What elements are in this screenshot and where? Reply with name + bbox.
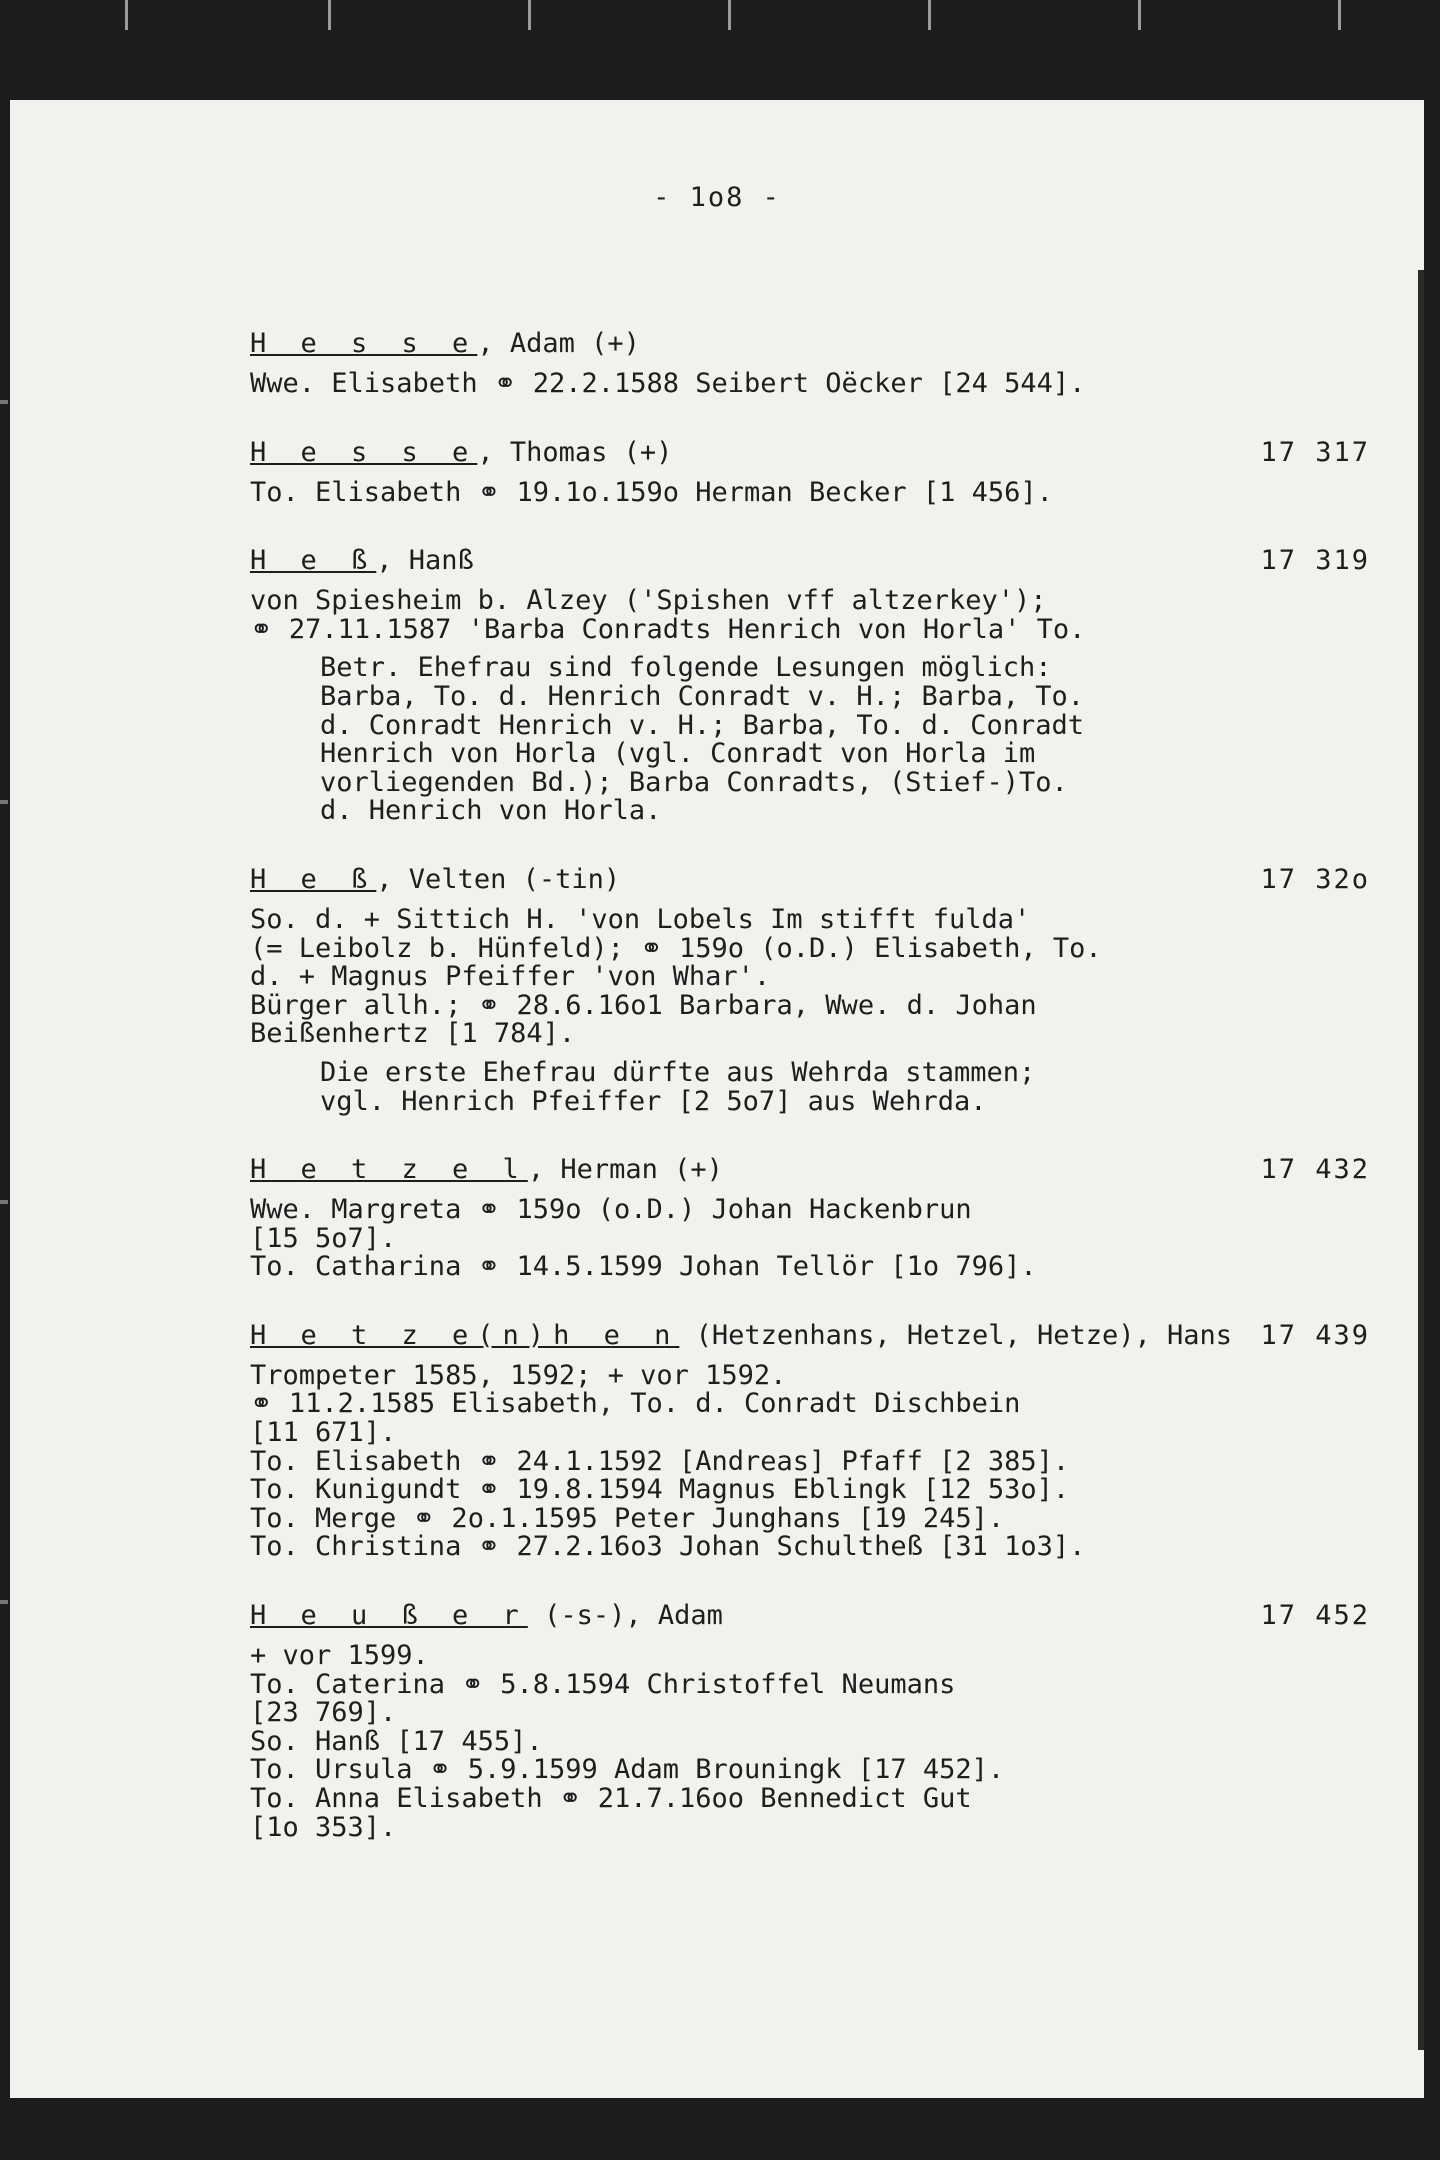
entry-line: + vor 1599. [250,1640,429,1672]
entry-hesse-thomas [250,437,1370,508]
entry-line: von Spiesheim b. Alzey ('Spishen vff altzerkey'); [250,585,1047,617]
entry-name [250,1600,723,1632]
entry-line: [15 5o7]. [250,1222,397,1254]
reference-number: 17 439 [1260,1319,1370,1351]
entry-line: So. Hanß [17 455]. [250,1725,543,1757]
entry-heusser-adam [250,1600,1370,1842]
edge-mark [0,1200,8,1204]
reference-number: 17 452 [1260,1600,1370,1632]
given-name: (-s-), Adam [527,1600,723,1632]
entry-line: To. Caterina ⚭ 5.8.1594 Christoffel Neumans [250,1668,956,1700]
entry-name [250,545,474,577]
top-tick [1338,0,1341,30]
given-name: , Velten (-tin) [376,863,621,895]
note-line: Henrich von Horla (vgl. Conradt von Horla im [320,738,1036,770]
top-tick [328,0,331,30]
surname: H e t z e(n)h e n [250,1319,680,1351]
entry-hess-velten [250,864,1370,1116]
entry-name [250,1320,1232,1352]
edge-mark [0,1600,8,1604]
given-name: , Thomas (+) [477,436,673,468]
top-tick [928,0,931,30]
top-tick [125,0,128,30]
entry-line: [11 671]. [250,1417,397,1449]
entry-line: (= Leibolz b. Hünfeld); ⚭ 159o (o.D.) Elisabeth, To. [250,932,1102,964]
reference-number: 17 317 [1260,436,1370,468]
entry-header [250,545,1370,577]
entry-line: To. Elisabeth ⚭ 19.1o.159o Herman Becker [1 456]. [250,476,1053,508]
entry-hetzel-herman [250,1154,1370,1282]
entry-hesse-adam [250,328,1370,399]
edge-mark [0,800,8,804]
entry-line: To. Ursula ⚭ 5.9.1599 Adam Brouningk [17 452]. [250,1754,1005,1786]
entry-note [250,1056,1370,1117]
surname: H e t z e l [250,1154,528,1186]
reference-number: 17 319 [1260,545,1370,577]
note-line: d. Henrich von Horla. [320,795,662,827]
entry-line: ⚭ 11.2.1585 Elisabeth, To. d. Conradt Dischbein [250,1388,1021,1420]
surname: H e u ß e r [250,1600,528,1632]
entry-hetzenhen-hans [250,1320,1370,1562]
entry-line: So. d. + Sittich H. 'von Lobels Im stifft fulda' [250,903,1031,935]
page-edge-shadow [1418,270,1424,2050]
note-line: Betr. Ehefrau sind folgende Lesungen möglich: [320,652,1052,684]
surname: H e ß [250,863,377,895]
entry-hess-hanss [250,545,1370,826]
entry-line: To. Catharina ⚭ 14.5.1599 Johan Tellör [1o 796]. [250,1251,1037,1283]
entry-line: To. Kunigundt ⚭ 19.8.1594 Magnus Eblingk [12 53o]. [250,1474,1070,1506]
entry-line: To. Merge ⚭ 2o.1.1595 Peter Junghans [19 245]. [250,1502,1005,1534]
entry-line: Wwe. Margreta ⚭ 159o (o.D.) Johan Hackenbrun [250,1194,972,1226]
surname: H e ß [250,545,377,577]
reference-number: 17 432 [1260,1154,1370,1186]
page-number: - 1o8 - [653,182,781,213]
given-name: , Hanß [376,545,474,577]
entry-header [250,437,1370,469]
note-line: vgl. Henrich Pfeiffer [2 5o7] aus Wehrda. [320,1085,987,1117]
document-page [10,100,1424,2098]
entry-line: Trompeter 1585, 1592; + vor 1592. [250,1359,787,1391]
entry-header [250,1600,1370,1632]
top-tick [528,0,531,30]
entry-header [250,1320,1370,1352]
entry-line: To. Elisabeth ⚭ 24.1.1592 [Andreas] Pfaff [2 385]. [250,1445,1070,1477]
top-tick [728,0,731,30]
entry-name [250,328,640,360]
note-line: Die erste Ehefrau dürfte aus Wehrda stammen; [320,1056,1036,1088]
note-line: Barba, To. d. Henrich Conradt v. H.; Barba, To. [320,680,1085,712]
surname: H e s s e [250,328,478,359]
given-name: , Adam (+) [477,328,640,359]
entry-name [250,437,672,469]
entry-line: d. + Magnus Pfeiffer 'von Whar'. [250,961,771,993]
entry-line: [1o 353]. [250,1811,397,1843]
entry-name [250,864,620,896]
entry-line: ⚭ 27.11.1587 'Barba Conradts Henrich von Horla' To. [250,613,1086,645]
entry-line: Wwe. Elisabeth ⚭ 22.2.1588 Seibert Oëcker [24 544]. [250,368,1086,399]
entry-header [250,328,1370,360]
given-name: , Herman (+) [527,1154,723,1186]
entry-line: Beißenhertz [1 784]. [250,1018,576,1050]
entry-line: To. Anna Elisabeth ⚭ 21.7.16oo Bennedict Gut [250,1783,972,1814]
entry-header [250,1154,1370,1186]
given-name: (Hetzenhans, Hetzel, Hetze), Hans [679,1319,1233,1351]
entry-line: To. Christina ⚭ 27.2.16o3 Johan Schultheß [31 1o3]. [250,1531,1086,1563]
top-tick [1138,0,1141,30]
entry-line: Bürger allh.; ⚭ 28.6.16o1 Barbara, Wwe. d. Johan [250,989,1037,1021]
entry-header [250,864,1370,896]
edge-mark [0,400,8,404]
note-line: d. Conradt Henrich v. H.; Barba, To. d. Conradt [320,709,1085,741]
entry-line: [23 769]. [250,1697,397,1729]
note-line: vorliegenden Bd.); Barba Conradts, (Stief-)To. [320,766,1068,798]
entry-note [250,654,1370,826]
reference-number: 17 32o [1260,863,1370,895]
entry-name [250,1154,723,1186]
surname: H e s s e [250,436,478,468]
entry-list [250,328,1370,1880]
